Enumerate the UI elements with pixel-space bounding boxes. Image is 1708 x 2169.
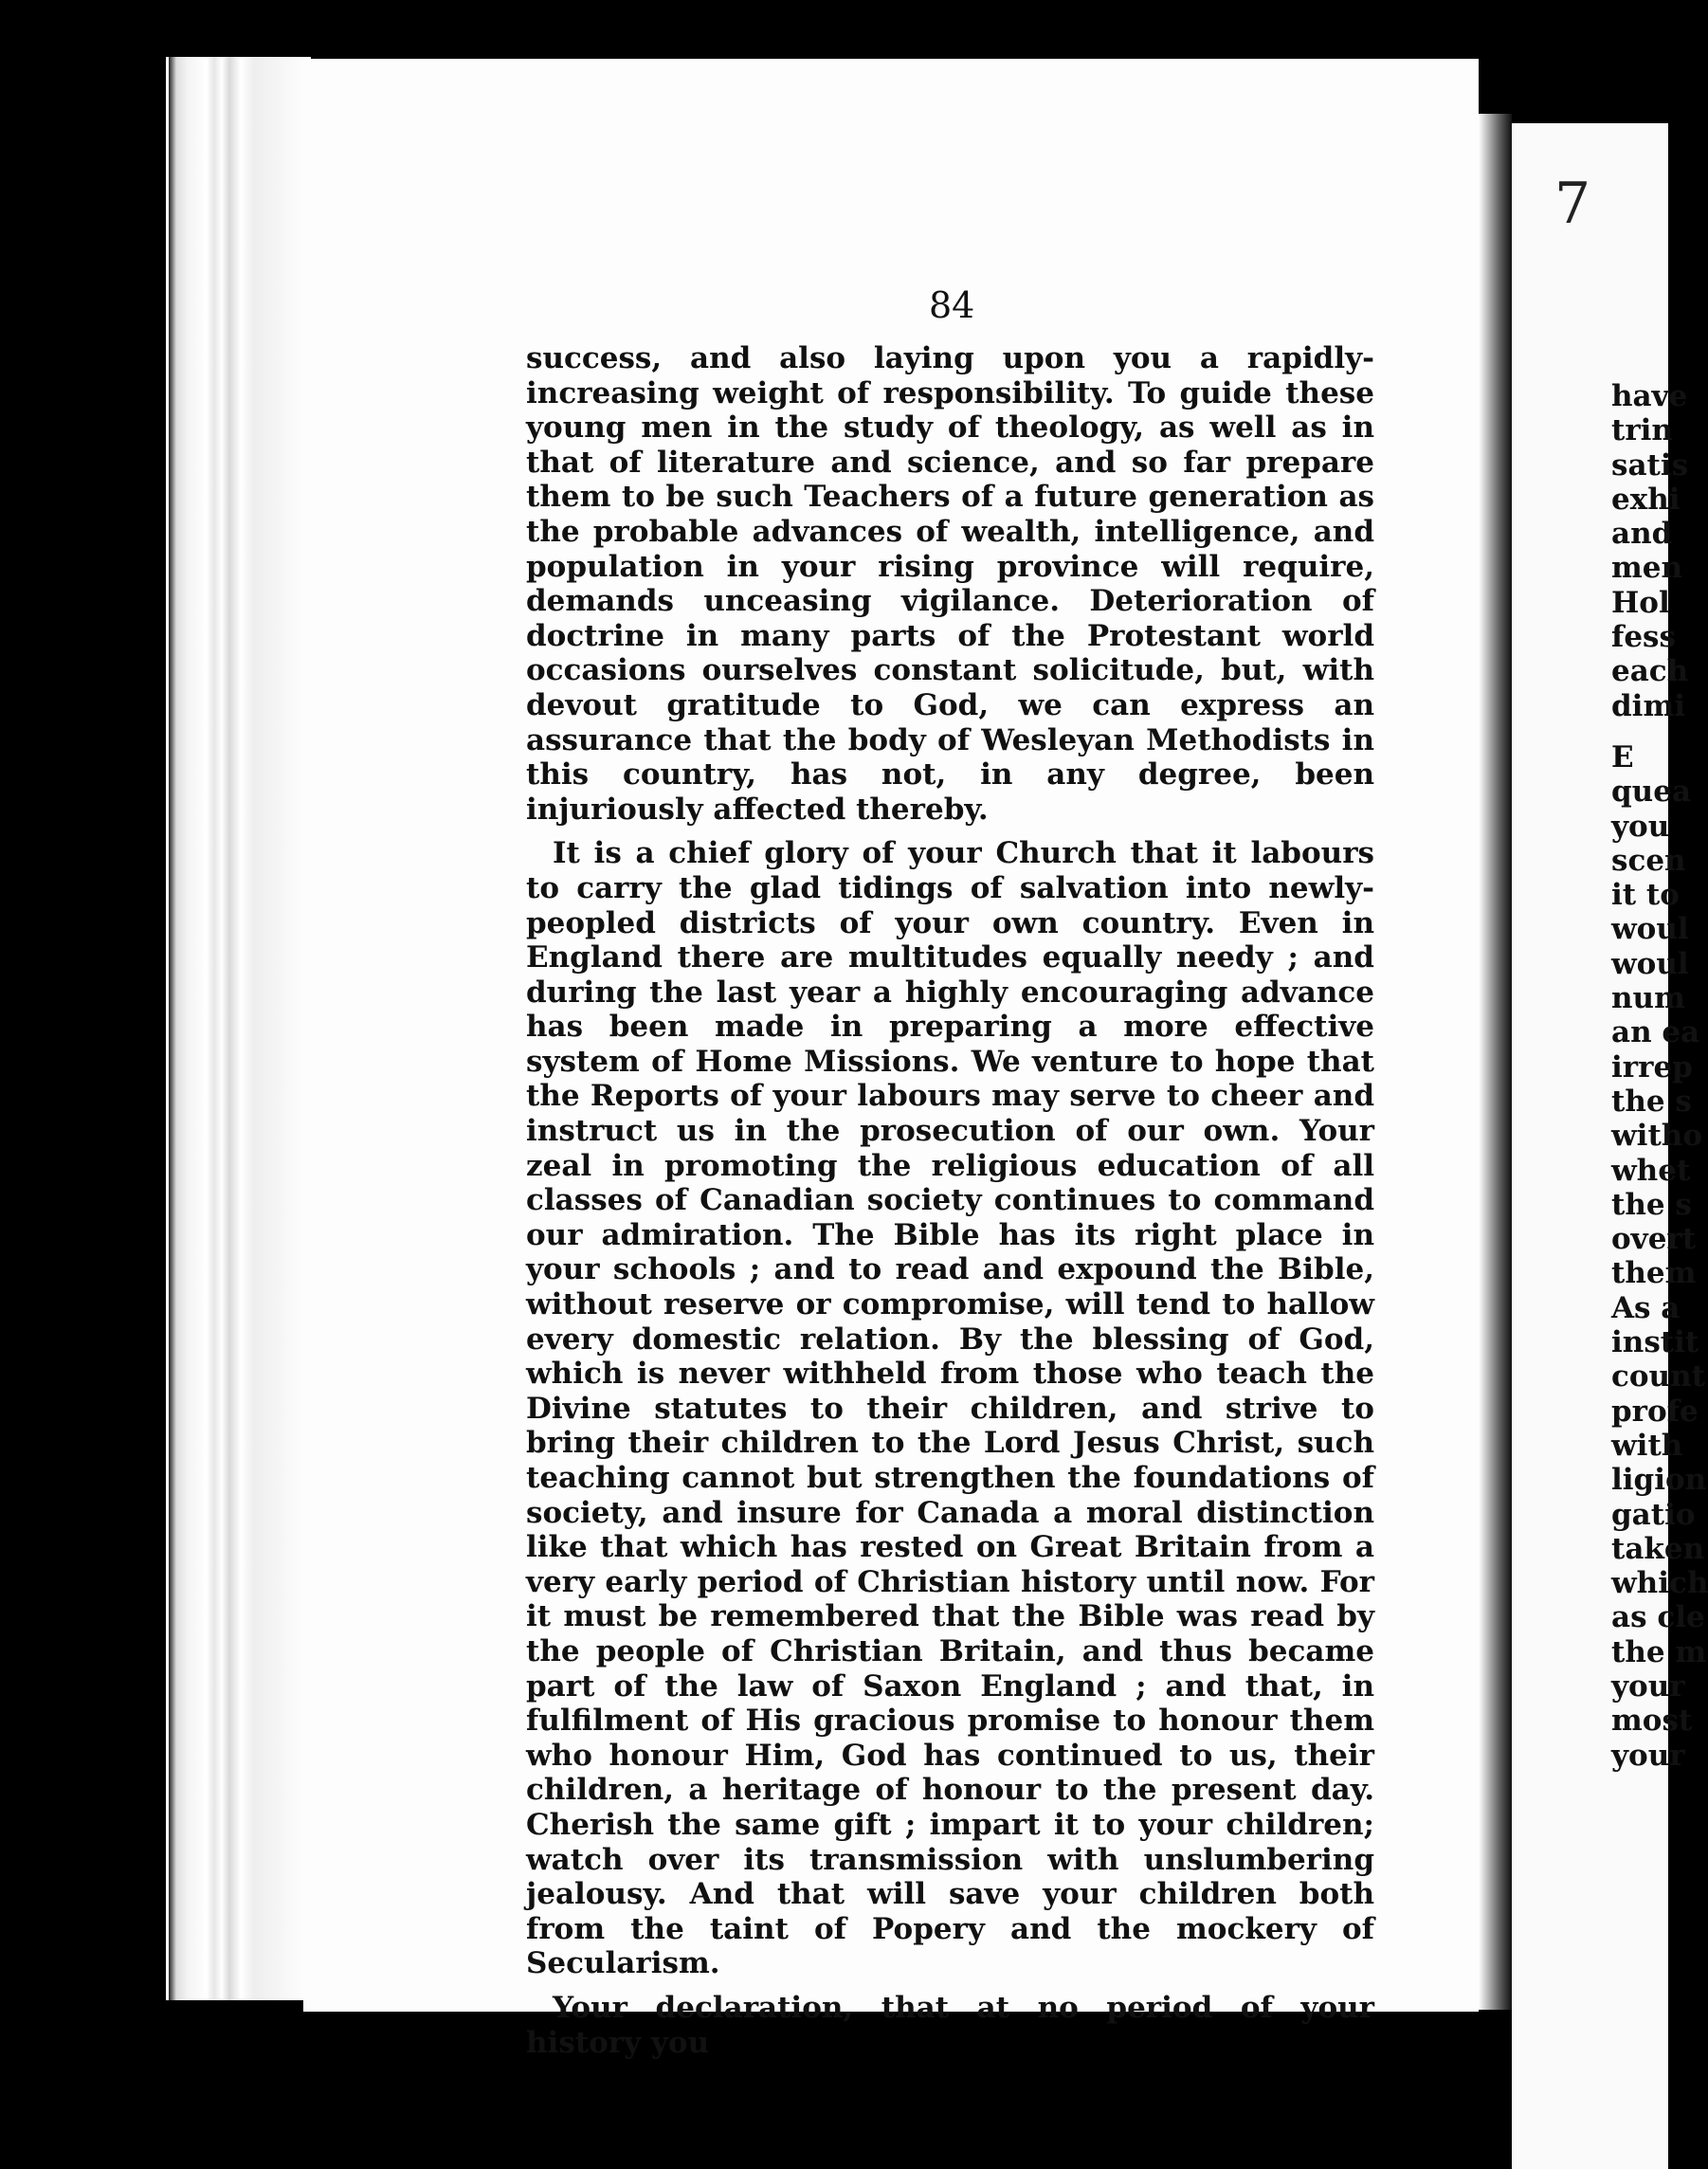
- right-page-line: and: [1611, 517, 1673, 552]
- right-page-line: taken: [1611, 1531, 1705, 1566]
- right-page-line: As a: [1611, 1290, 1681, 1325]
- right-page-line: count: [1611, 1359, 1705, 1394]
- right-page-line: satis: [1611, 447, 1689, 483]
- right-page-line: an ea: [1611, 1015, 1700, 1050]
- paragraph-2: It is a chief glory of your Church that it labours to carry the glad tidings of salvation into newly-peopled districts of your own country. Even in England there are multitudes equally needy ; and during the last year a highly encouraging advance has been made in preparing a more effective system of Home Missions. We venture to hope that the Reports of your labours may serve to cheer and instruct us in the prosecution of our own. Your zeal in promoting the religious education of all classes of Canadian society continues to command our admiration. The Bible has its right place in your schools ; and to read and expound the Bible, without reserve or compromise, will tend to hallow every domestic relation. By the blessing of God, which is never withheld from those who teach the Divine statutes to their children, and strive to bring their children to the Lord Jesus Christ, such teaching cannot but strengthen the foundations of society, and insure for Canada a moral distinction like that which has rested on Great Britain from a very early period of Christian history until now. For it must be remembered that the Bible was read by the people of Christian Britain, and thus became part of the law of Saxon England ; and that, in fulfilment of His gracious promise to honour them who honour Him, God has continued to us, their children, a heritage of honour to the present day. Cherish the same gift ; impart it to your children; watch over its transmission with unslumbering jealousy. And that will save your children both from the taint of Popery and the mockery of Secularism.: [526, 836, 1374, 1981]
- right-page-line: witho: [1611, 1119, 1702, 1154]
- right-page-line: the s: [1611, 1084, 1692, 1119]
- right-page-line: the s: [1611, 1187, 1692, 1222]
- paragraph-3: Your declaration, that at no period of your history you: [526, 1990, 1374, 2060]
- right-page-line: whet: [1611, 1153, 1691, 1188]
- page-number: 84: [929, 284, 975, 326]
- right-page-line: instit: [1611, 1325, 1699, 1360]
- right-page-line: the m: [1611, 1634, 1707, 1669]
- book-page-edges: [166, 57, 311, 2000]
- right-page-line: most: [1611, 1704, 1693, 1739]
- book-gutter: [1479, 114, 1512, 2010]
- right-page-line: exhi: [1611, 482, 1681, 517]
- right-page-line: as cle: [1611, 1600, 1705, 1635]
- right-page-line: Hol: [1611, 585, 1670, 620]
- right-page-line: your: [1611, 1738, 1685, 1773]
- right-page-line: dimi: [1611, 688, 1686, 723]
- right-page-line: it to: [1611, 878, 1680, 913]
- right-page-line: have: [1611, 379, 1688, 413]
- paragraph-1: success, and also laying upon you a rapidly-increasing weight of responsibility. To guide these young men in the study of theology, as well as in that of literature and science, and so far prepare them to be such Teachers of a future generation as the probable advances of wealth, intelligence, and population in your rising province will require, demands unceasing vigilance. Deterioration of doctrine in many parts of the Protestant world occasions ourselves constant solicitude, but, with devout gratitude to God, we can express an assurance that the body of Wesleyan Methodists in this country, has not, in any degree, been injuriously affected thereby.: [526, 341, 1374, 827]
- right-page-line: fess: [1611, 620, 1676, 655]
- right-page-line: men: [1611, 551, 1683, 586]
- right-page-line: them: [1611, 1256, 1697, 1291]
- right-page-line: quea: [1611, 775, 1692, 810]
- right-page-line: profe: [1611, 1394, 1699, 1429]
- right-page-line: [1611, 723, 1668, 740]
- right-page-line: trin: [1611, 413, 1673, 448]
- right-page-line: your: [1611, 1668, 1685, 1704]
- right-page-line: woul: [1611, 946, 1689, 981]
- right-page-line: ligion: [1611, 1463, 1707, 1498]
- right-page-line: irrep: [1611, 1049, 1693, 1084]
- right-page-line: scen: [1611, 843, 1686, 878]
- page-body: [526, 341, 1374, 2069]
- right-page-line: num: [1611, 981, 1685, 1016]
- right-page-line: with: [1611, 1428, 1683, 1463]
- right-page-text-fragments: [1611, 379, 1708, 1773]
- right-page-line: E: [1611, 739, 1634, 775]
- right-page-line: woul: [1611, 912, 1689, 947]
- right-page-line: overt: [1611, 1222, 1697, 1257]
- right-page-line: which: [1611, 1566, 1708, 1601]
- right-page-line: gatio: [1611, 1497, 1696, 1532]
- margin-mark: 7: [1554, 171, 1591, 237]
- right-page-line: each: [1611, 654, 1689, 689]
- right-page-line: you: [1611, 809, 1670, 844]
